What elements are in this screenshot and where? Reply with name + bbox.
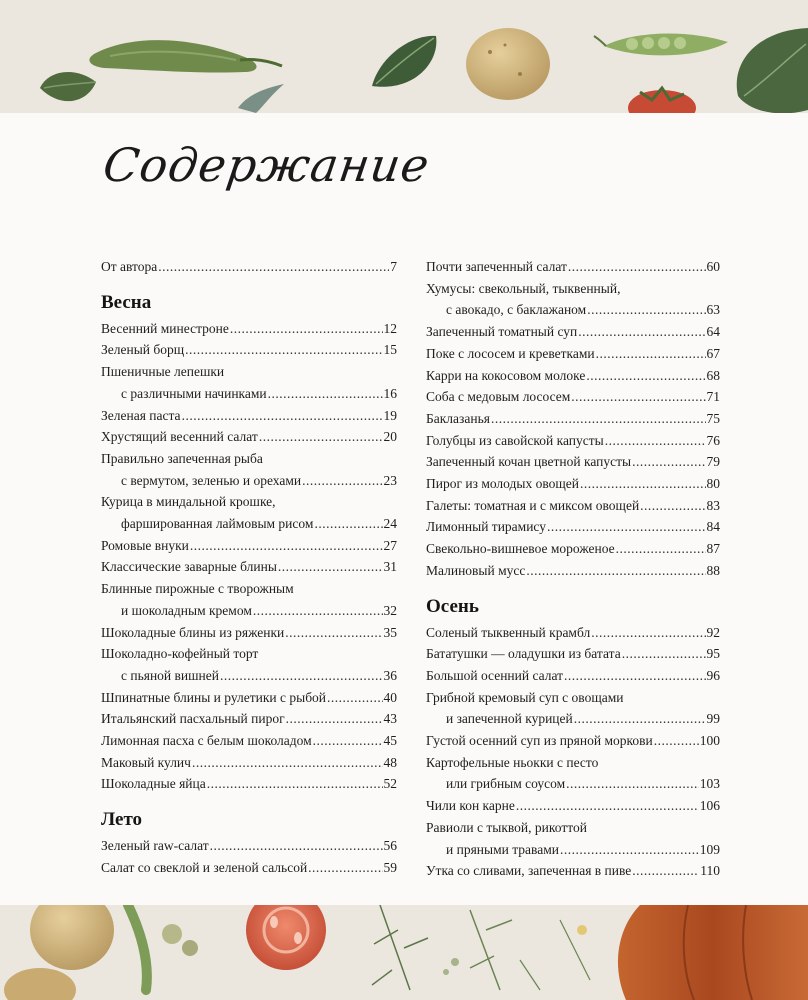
toc-entry xyxy=(101,622,397,644)
toc-entry-line xyxy=(101,361,397,383)
toc-entry-line xyxy=(101,622,397,644)
toc-entry-title: Утка со сливами, запеченная в пиве xyxy=(426,863,632,879)
pepper-illustration xyxy=(238,84,284,113)
dot-leader xyxy=(622,643,706,665)
toc-entry-title: Итальянский пасхальный пирог xyxy=(101,711,285,727)
toc-entry-line xyxy=(426,643,720,665)
page-number: 43 xyxy=(383,711,397,727)
toc-entry xyxy=(101,835,397,857)
page-number: 110 xyxy=(700,863,720,879)
page-number: 96 xyxy=(706,667,720,683)
toc-entry-line xyxy=(426,321,720,343)
toc-entry-line xyxy=(101,752,397,774)
toc-entry-title: Малиновый мусс xyxy=(426,562,526,578)
toc-entry xyxy=(426,321,720,343)
page-number: 36 xyxy=(383,667,397,683)
toc-entry-title: или грибным соусом xyxy=(446,776,566,792)
pumpkin-illustration xyxy=(618,905,808,1000)
toc-entry-title: Маковый кулич xyxy=(101,754,191,770)
toc-entry-line xyxy=(426,687,720,709)
toc-entry-line xyxy=(426,538,720,560)
dot-leader xyxy=(580,473,706,495)
toc-entry-title: Карри на кокосовом молоке xyxy=(426,367,586,383)
dot-leader xyxy=(185,339,382,361)
toc-entry-title: Зеленый борщ xyxy=(101,342,185,358)
toc-entry xyxy=(426,622,720,644)
page-number: 23 xyxy=(383,472,397,488)
page-number: 35 xyxy=(383,624,397,640)
page-number: 19 xyxy=(383,407,397,423)
toc-entry-title: Соба с медовым лососем xyxy=(426,389,571,405)
page-number: 106 xyxy=(699,798,720,814)
toc-entry-line xyxy=(101,318,397,340)
toc-entry-line xyxy=(426,451,720,473)
toc-entry xyxy=(101,318,397,340)
toc-entry-title: Галеты: томатная и с миксом овощей xyxy=(426,497,640,513)
toc-entry xyxy=(426,643,720,665)
toc-entry-title: с пьяной вишней xyxy=(121,667,219,683)
toc-entry-line xyxy=(426,343,720,365)
dot-leader xyxy=(190,535,383,557)
page-number: 48 xyxy=(383,754,397,770)
toc-entry-title: Грибной кремовый суп с овощами xyxy=(426,689,624,705)
toc-entry-title: с различными начинками xyxy=(121,385,267,401)
toc-entry-title: Большой осенний салат xyxy=(426,667,564,683)
page-number: 32 xyxy=(383,602,397,618)
toc-entry-title: Шоколадные блины из ряженки xyxy=(101,624,285,640)
dot-leader xyxy=(654,730,699,752)
page-number: 84 xyxy=(706,519,720,535)
spinach-leaf-illustration xyxy=(372,36,436,87)
dot-leader xyxy=(210,835,383,857)
toc-entry-line xyxy=(101,535,397,557)
toc-entry-line xyxy=(426,622,720,644)
page-number: 60 xyxy=(706,259,720,274)
potato-illustration xyxy=(4,890,114,1000)
dot-leader xyxy=(632,860,699,882)
page-number: 56 xyxy=(383,838,397,854)
toc-entry-line xyxy=(426,430,720,452)
dot-leader xyxy=(308,857,382,879)
toc-column-right xyxy=(426,256,720,882)
toc-entry-title: Хрустящий весенний салат xyxy=(101,429,258,445)
dot-leader xyxy=(605,430,706,452)
toc-entry-line xyxy=(101,665,397,687)
section-heading: Весна xyxy=(101,291,152,313)
toc-entry-line xyxy=(101,578,397,600)
page-number: 71 xyxy=(706,389,720,405)
page-number: 27 xyxy=(383,537,397,553)
dot-leader xyxy=(314,513,382,535)
toc-entry xyxy=(426,343,720,365)
dot-leader xyxy=(491,408,706,430)
page-number: 59 xyxy=(383,859,397,875)
toc-entry-line xyxy=(426,473,720,495)
toc-entry-line xyxy=(426,365,720,387)
dot-leader xyxy=(587,299,705,321)
dot-leader xyxy=(516,795,699,817)
toc-entry-line xyxy=(101,448,397,470)
toc-entry-title: Блинные пирожные с творожным xyxy=(101,581,294,597)
toc-entry-line xyxy=(101,470,397,492)
dot-leader xyxy=(182,405,383,427)
dot-leader xyxy=(526,560,705,582)
toc-entry xyxy=(101,339,397,361)
toc-entry-line xyxy=(426,516,720,538)
toc-entry-title: Картофельные ньокки с песто xyxy=(426,754,599,770)
toc-entry-title: и шоколадным кремом xyxy=(121,602,252,618)
toc-entry-title: Лимонный тирамису xyxy=(426,519,546,535)
toc-entry-line xyxy=(101,857,397,879)
page-number: 12 xyxy=(383,320,397,336)
toc-entry-line xyxy=(101,643,397,665)
toc-entry-title: Запеченный кочан цветной капусты xyxy=(426,454,632,470)
dot-leader xyxy=(568,256,706,278)
toc-entry xyxy=(426,795,720,817)
dot-leader xyxy=(547,516,706,538)
dot-leader xyxy=(230,318,383,340)
toc-entry xyxy=(101,256,397,278)
page-number: 40 xyxy=(383,689,397,705)
toc-entry-title: и запеченной курицей xyxy=(446,711,573,727)
dot-leader xyxy=(302,470,382,492)
toc-entry-line xyxy=(101,339,397,361)
page-number: 100 xyxy=(699,733,720,749)
page-number: 83 xyxy=(706,497,720,513)
toc-entry-title: Соленый тыквенный крамбл xyxy=(426,624,591,640)
toc-entry-title: Зеленый raw-салат xyxy=(101,838,209,854)
toc-entry-line xyxy=(426,665,720,687)
toc-entry xyxy=(426,752,720,795)
toc-entry-title: Правильно запеченная рыба xyxy=(101,450,263,466)
toc-entry xyxy=(101,426,397,448)
toc-entry xyxy=(101,730,397,752)
pea-pod-illustration xyxy=(128,905,198,990)
toc-column-left xyxy=(101,256,397,879)
toc-entry-line xyxy=(101,491,397,513)
toc-entry-line xyxy=(426,773,720,795)
toc-entry xyxy=(426,278,720,321)
page-number: 109 xyxy=(699,841,720,857)
toc-entry-line xyxy=(426,860,720,882)
toc-entry-line xyxy=(426,560,720,582)
toc-entry-line xyxy=(101,405,397,427)
toc-entry-line xyxy=(426,299,720,321)
page-number: 20 xyxy=(383,429,397,445)
toc-entry-title: Чили кон карне xyxy=(426,798,515,814)
toc-entry xyxy=(426,687,720,730)
toc-entry-title: Шоколадно-кофейный торт xyxy=(101,646,259,662)
toc-entry xyxy=(101,361,397,404)
toc-entry-title: Густой осенний суп из пряной моркови xyxy=(426,733,653,749)
toc-entry-line xyxy=(426,278,720,300)
toc-entry-title: Ромовые внуки xyxy=(101,537,189,553)
toc-entry-title: Равиоли с тыквой, рикоттой xyxy=(426,819,587,835)
dot-leader xyxy=(286,708,383,730)
toc-entry-title: Голубцы из савойской капусты xyxy=(426,432,604,448)
dot-leader xyxy=(285,622,382,644)
toc-entry-title: фаршированная лаймовым рисом xyxy=(121,516,314,532)
toc-entry-line xyxy=(426,386,720,408)
page-number: 52 xyxy=(383,776,397,792)
toc-entry-line xyxy=(101,600,397,622)
toc-entry-title: Пирог из молодых овощей xyxy=(426,476,579,492)
toc-entry xyxy=(426,386,720,408)
toc-entry xyxy=(101,773,397,795)
toc-entry xyxy=(101,687,397,709)
toc-entry-title: с авокадо, с баклажаном xyxy=(446,302,587,318)
spinach-leaf-illustration xyxy=(737,28,808,114)
toc-entry-title: Хумусы: свекольный, тыквенный, xyxy=(426,280,621,296)
page-number: 67 xyxy=(706,345,720,361)
page-number: 31 xyxy=(383,559,397,575)
toc-entry-title: Почти запеченный салат xyxy=(426,259,567,274)
toc-entry-line xyxy=(426,795,720,817)
toc-entry-line xyxy=(101,556,397,578)
toc-entry-line xyxy=(426,752,720,774)
toc-entry-title: От автора xyxy=(101,259,158,274)
toc-entry xyxy=(101,752,397,774)
page-number: 15 xyxy=(383,342,397,358)
toc-entry xyxy=(101,535,397,557)
page-number: 45 xyxy=(383,733,397,749)
dot-leader xyxy=(192,752,383,774)
dot-leader xyxy=(259,426,383,448)
toc-entry-title: Запеченный томатный суп xyxy=(426,324,578,340)
toc-entry xyxy=(101,857,397,879)
page-number: 63 xyxy=(706,302,720,318)
page-number: 7 xyxy=(390,259,397,274)
potato-illustration xyxy=(466,28,550,100)
dot-leader xyxy=(268,383,383,405)
page-number: 103 xyxy=(699,776,720,792)
pea-pod-illustration xyxy=(594,33,728,55)
page-number: 99 xyxy=(706,711,720,727)
toc-entry-line xyxy=(101,687,397,709)
dot-leader xyxy=(560,839,699,861)
toc-entry-title: Пшеничные лепешки xyxy=(101,364,225,380)
dill-sprig-illustration xyxy=(372,905,590,990)
dot-leader xyxy=(220,665,383,687)
toc-entry-line xyxy=(426,839,720,861)
toc-entry-line xyxy=(101,708,397,730)
toc-entry xyxy=(101,643,397,686)
toc-entry xyxy=(426,408,720,430)
toc-entry-line xyxy=(101,835,397,857)
toc-entry-line xyxy=(101,426,397,448)
dot-leader xyxy=(640,495,705,517)
toc-entry xyxy=(426,256,720,278)
toc-entry xyxy=(426,817,720,860)
dot-leader xyxy=(571,386,705,408)
page-number: 87 xyxy=(706,541,720,557)
toc-entry-title: Бататушки — оладушки из батата xyxy=(426,646,621,662)
toc-entry-line xyxy=(426,730,720,752)
toc-entry-title: Шоколадные яйца xyxy=(101,776,206,792)
dot-leader xyxy=(564,665,705,687)
toc-entry xyxy=(426,665,720,687)
page-number: 79 xyxy=(706,454,720,470)
toc-entry xyxy=(426,495,720,517)
page-number: 76 xyxy=(706,432,720,448)
toc-entry xyxy=(101,491,397,534)
toc-entry xyxy=(426,730,720,752)
toc-entry-line xyxy=(426,495,720,517)
dot-leader xyxy=(632,451,705,473)
page-number: 95 xyxy=(706,646,720,662)
page-number: 24 xyxy=(383,516,397,532)
dot-leader xyxy=(591,622,705,644)
toc-entry-title: Свекольно-вишневое мороженое xyxy=(426,541,615,557)
dot-leader xyxy=(327,687,382,709)
toc-entry-title: Лимонная пасха с белым шоколадом xyxy=(101,733,312,749)
toc-entry-line xyxy=(426,817,720,839)
toc-entry-title: Шпинатные блины и рулетики с рыбой xyxy=(101,689,327,705)
toc-entry-title: Курица в миндальной крошке, xyxy=(101,494,276,510)
toc-entry-line xyxy=(426,708,720,730)
toc-entry xyxy=(426,451,720,473)
dot-leader xyxy=(586,365,705,387)
dot-leader xyxy=(313,730,383,752)
dot-leader xyxy=(616,538,706,560)
toc-entry xyxy=(101,405,397,427)
page-number: 92 xyxy=(706,624,720,640)
toc-entry xyxy=(426,560,720,582)
section-heading: Лето xyxy=(101,809,143,831)
toc-entry-line xyxy=(101,256,397,278)
dot-leader xyxy=(207,773,383,795)
pepper-illustration xyxy=(89,40,282,72)
toc-entry xyxy=(426,430,720,452)
dot-leader xyxy=(253,600,383,622)
section-heading: Осень xyxy=(426,595,479,617)
page-title: Содержание xyxy=(100,138,434,192)
toc-entry-title: Поке с лососем и креветками xyxy=(426,345,595,361)
toc-entry-line xyxy=(426,408,720,430)
toc-entry-line xyxy=(101,513,397,535)
page-number: 88 xyxy=(706,562,720,578)
toc-entry xyxy=(426,473,720,495)
toc-entry-line xyxy=(101,730,397,752)
page-number: 68 xyxy=(706,367,720,383)
toc-entry-title: с вермутом, зеленью и орехами xyxy=(121,472,302,488)
toc-entry-title: Классические заварные блины xyxy=(101,559,277,575)
toc-entry-title: и пряными травами xyxy=(446,841,559,857)
page-number: 75 xyxy=(706,410,720,426)
dot-leader xyxy=(574,708,706,730)
toc-entry xyxy=(426,860,720,882)
toc-entry-line xyxy=(101,773,397,795)
dot-leader xyxy=(278,556,383,578)
toc-entry xyxy=(426,365,720,387)
toc-entry-title: Баклазанья xyxy=(426,410,490,426)
toc-entry xyxy=(101,556,397,578)
toc-entry xyxy=(426,538,720,560)
spinach-leaf-illustration xyxy=(40,72,96,101)
page-number: 80 xyxy=(706,476,720,492)
dot-leader xyxy=(158,256,389,278)
dot-leader xyxy=(596,343,706,365)
toc-entry-line xyxy=(426,256,720,278)
dot-leader xyxy=(566,773,699,795)
toc-entry-title: Салат со свеклой и зеленой сальсой xyxy=(101,859,308,875)
dot-leader xyxy=(578,321,705,343)
toc-entry-title: Зеленая паста xyxy=(101,407,181,423)
toc-entry xyxy=(426,516,720,538)
page-number: 64 xyxy=(706,324,720,340)
toc-entry xyxy=(101,708,397,730)
toc-entry xyxy=(101,578,397,621)
toc-entry-line xyxy=(101,383,397,405)
toc-entry-title: Весенний минестроне xyxy=(101,320,229,336)
toc-entry xyxy=(101,448,397,491)
page-number: 16 xyxy=(383,385,397,401)
